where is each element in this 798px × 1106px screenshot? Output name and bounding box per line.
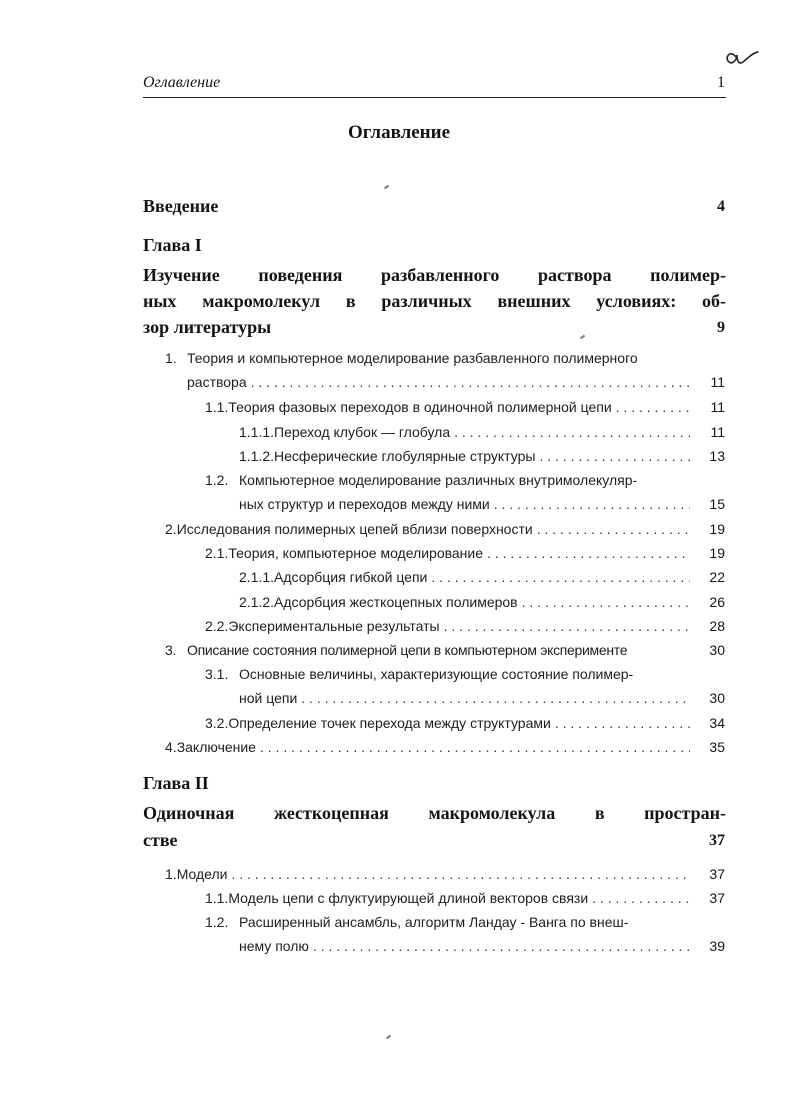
toc-entry [205, 545, 690, 561]
header-rule [143, 97, 726, 98]
toc-entry [205, 618, 690, 634]
toc-entry-number: 1.2. [205, 472, 229, 488]
leader-dots [487, 545, 690, 561]
leader-dots [431, 569, 690, 585]
toc-entry [165, 739, 690, 755]
toc-entry-text: Заключение [176, 739, 256, 755]
toc-entry-page: 39 [709, 938, 725, 954]
leader-dots [539, 448, 690, 464]
toc-entry-continuation [239, 496, 690, 512]
running-header-page-number: 1 [717, 74, 725, 91]
toc-entry [165, 642, 697, 658]
toc-entry-continuation [239, 690, 690, 706]
toc-entry-page: 30 [709, 690, 725, 706]
toc-entry-text: Модель цепи с флуктуирующей длиной векторов связи [228, 890, 589, 906]
toc-entry-text: Теория и компьютерное моделирование разбавленного полимерного [187, 350, 638, 366]
toc-entry [205, 715, 690, 731]
toc-entry-page: 11 [710, 424, 725, 440]
toc-entry-text: Несферические глобулярные структуры [274, 448, 536, 464]
scan-speck [384, 185, 389, 190]
toc-entry-number: 2.2. [205, 618, 229, 634]
toc-entry-number: 3.2. [205, 715, 229, 731]
toc-entry-text: Теория фазовых переходов в одиночной полимерной цепи [228, 399, 612, 415]
scan-speck [580, 335, 585, 340]
toc-entry-number: 2.1.1. [239, 569, 275, 585]
introduction-page: 4 [717, 198, 725, 215]
leader-dots [301, 690, 690, 706]
leader-dots [494, 496, 690, 512]
chapter-2-page: 37 [709, 832, 725, 849]
toc-entry [239, 569, 690, 585]
leader-dots [555, 715, 690, 731]
toc-entry-page: 30 [709, 642, 725, 658]
toc-entry-text: Адсорбция жесткоцепных полимеров [274, 594, 518, 610]
chapter-2-title-line-1: Одиночная жесткоцепная макромолекула в простран- [143, 803, 726, 823]
toc-entry-page: 34 [709, 715, 725, 731]
chapter-1-label: Глава I [143, 235, 202, 255]
handwritten-mark [724, 44, 760, 70]
chapter-1-title-line-2: ных макромолекул в различных внешних условиях: об- [143, 291, 726, 311]
leader-dots [313, 938, 690, 954]
introduction-heading: Введение [143, 196, 219, 216]
toc-entry-page: 13 [709, 448, 725, 464]
toc-entry-text: Основные величины, характеризующие состояние полимер- [239, 666, 634, 682]
chapter-1-title-line-3: зор литературы [143, 317, 272, 337]
toc-entry [239, 594, 690, 610]
toc-entry [205, 666, 690, 682]
toc-entry-page: 19 [709, 545, 725, 561]
toc-entry [165, 521, 690, 537]
toc-entry-text: Экспериментальные результаты [228, 618, 440, 634]
toc-entry-continuation [239, 938, 690, 954]
toc-entry [239, 448, 690, 464]
toc-entry-number: 1.1.1. [239, 424, 275, 440]
toc-entry [205, 399, 690, 415]
toc-entry-page: 37 [709, 866, 725, 882]
chapter-2-title-line-2: стве [143, 830, 178, 850]
toc-entry [165, 866, 690, 882]
toc-entry-number: 1.1. [205, 890, 229, 906]
toc-entry-text: Компьютерное моделирование различных внутримолекуляр- [239, 472, 638, 488]
toc-entry [165, 350, 690, 366]
toc-entry-page: 37 [709, 890, 725, 906]
toc-entry-text-continued: ных структур и переходов между ними [239, 496, 490, 512]
toc-entry-number: 1.1.2. [239, 448, 275, 464]
toc-entry-text: Исследования полимерных цепей вблизи поверхности [176, 521, 533, 537]
toc-entry-number: 3. [165, 642, 177, 658]
toc-entry [205, 890, 690, 906]
toc-entry-number: 1.1. [205, 399, 229, 415]
toc-entry-page: 35 [709, 739, 725, 755]
toc-entry-number: 1. [165, 350, 177, 366]
toc-entry-text-continued: ной цепи [239, 690, 298, 706]
toc-entry-page: 11 [710, 399, 725, 415]
leader-dots [616, 399, 690, 415]
running-header-title: Оглавление [143, 74, 221, 91]
toc-entry-text-continued: раствора [187, 374, 247, 390]
leader-dots [231, 866, 690, 882]
toc-title: Оглавление [347, 122, 451, 143]
toc-entry-page: 19 [709, 521, 725, 537]
toc-entry-text: Расширенный ансамбль, алгоритм Ландау - Ванга по внеш- [239, 914, 629, 930]
toc-entry-number: 2.1.2. [239, 594, 275, 610]
toc-entry-page: 22 [709, 569, 725, 585]
toc-entry-number: 2.1. [205, 545, 229, 561]
toc-entry-text: Описание состояния полимерной цепи в компьютерном эксперименте [187, 642, 628, 658]
leader-dots [260, 739, 690, 755]
toc-entry-continuation [187, 374, 690, 390]
toc-entry-text: Теория, компьютерное моделирование [228, 545, 484, 561]
toc-entry-number: 3.1. [205, 666, 229, 682]
toc-entry-page: 28 [709, 618, 725, 634]
toc-entry-page: 26 [709, 594, 725, 610]
leader-dots [592, 890, 690, 906]
toc-entry-text: Переход клубок — глобула [274, 424, 451, 440]
chapter-1-page: 9 [717, 319, 725, 336]
toc-entry-page: 11 [710, 374, 725, 390]
toc-entry-text-continued: нему полю [239, 938, 309, 954]
toc-entry-number: 2. [165, 521, 177, 537]
leader-dots [251, 374, 690, 390]
toc-entry [205, 914, 690, 930]
toc-entry-number: 1. [165, 866, 177, 882]
toc-entry-text: Определение точек перехода между структурами [228, 715, 551, 731]
toc-entry-number: 4. [165, 739, 177, 755]
toc-entry-page: 15 [709, 496, 725, 512]
leader-dots [444, 618, 690, 634]
toc-entry-number: 1.2. [205, 914, 229, 930]
toc-entry [239, 424, 690, 440]
toc-entry-text: Модели [176, 866, 228, 882]
toc-entry-text: Адсорбция гибкой цепи [274, 569, 428, 585]
leader-dots [454, 424, 690, 440]
leader-dots [522, 594, 690, 610]
chapter-1-title-line-1: Изучение поведения разбавленного раствора полимер- [143, 265, 726, 285]
leader-dots [537, 521, 690, 537]
chapter-2-label: Глава II [143, 773, 209, 793]
toc-entry [205, 472, 690, 488]
scan-speck [386, 1035, 391, 1040]
